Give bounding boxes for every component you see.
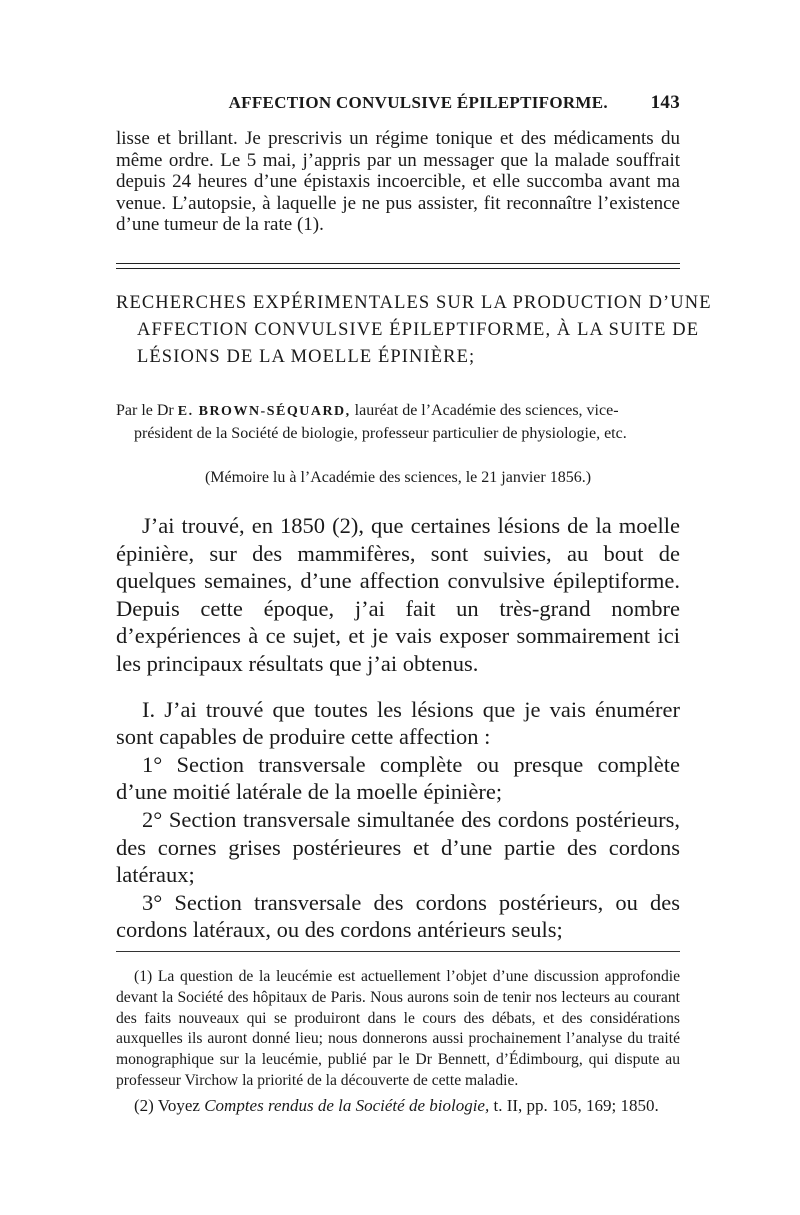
footnote-2: [116, 1096, 680, 1117]
byline-prefix: Par le Dr: [116, 402, 178, 419]
article-title-line-1: RECHERCHES EXPÉRIMENTALES SUR LA PRODUCTION D’UNE: [116, 293, 712, 313]
article-title-line-3: LÉSIONS DE LA MOELLE ÉPINIÈRE;: [137, 347, 476, 367]
running-head: [116, 92, 680, 114]
article-title: [116, 290, 712, 371]
section-divider-bottom: [116, 268, 680, 269]
memoire-note: (Mémoire lu à l’Académie des sciences, le 21 janvier 1856.): [204, 469, 592, 486]
list-item-3: 3° Section transversale des cordons postérieurs, ou des cordons latéraux, ou des cordons antérieurs seuls;: [116, 889, 680, 943]
author-byline: [116, 400, 680, 445]
list-item-1: 1° Section transversale complète ou presque complète d’une moitié latérale de la moelle épinière;: [116, 751, 680, 805]
list-item-2: 2° Section transversale simultanée des cordons postérieurs, des cornes grises postérieures et d’une partie des cordons latéraux;: [116, 806, 680, 888]
byline-line-1: [116, 400, 680, 423]
intro-paragraph: J’ai trouvé, en 1850 (2), que certaines lésions de la moelle épinière, sur des mammifères, sont suivies, au bout de quelques semaines, d’une affection convulsive épileptiforme. Depuis cette époque, j’ai fait un très-grand nombre d’expériences à ce sujet, et je vais exposer sommairement ici les principaux résultats que j’ai obtenus.: [116, 513, 680, 676]
footnote-2-reference-title: Comptes rendus de la Société de biologie,: [204, 1095, 490, 1115]
byline-line-2: président de la Société de biologie, professeur particulier de physiologie, etc.: [134, 425, 627, 442]
article-title-line-2: AFFECTION CONVULSIVE ÉPILEPTIFORME, À LA SUITE DE: [137, 320, 700, 340]
byline-affiliation: lauréat de l’Académie des sciences, vice-: [350, 402, 619, 419]
footnote-divider: [116, 951, 680, 952]
previous-article-paragraph: lisse et brillant. Je prescrivis un régime tonique et des médicaments du même ordre. Le 5 mai, j’appris par un messager que la malade souffrait depuis 24 heures d’une épistaxis incoercible, et elle succomba avant ma venue. L’autopsie, à laquelle je ne pus assister, fit reconnaître l’existence d’une tumeur de la rate (1).: [116, 128, 680, 235]
footnotes: [116, 967, 680, 1117]
footnote-2-prefix: (2) Voyez: [134, 1095, 205, 1115]
footnote-1: (1) La question de la leucémie est actuellement l’objet d’une discussion approfondie devant la Société des hôpitaux de Paris. Nous aurons soin de tenir nos lecteurs au courant des faits nouveaux qui se produiront dans le cours des débats, et des considérations auxquelles ils auront donné lieu; nous donnerons aussi prochainement l’analyse du traité monographique sur la leucémie, publié par le Dr Bennett, d’Édimbourg, qui dispute au professeur Virchow la priorité de la découverte de cette maladie.: [116, 968, 680, 1089]
section-1-paragraph: I. J’ai trouvé que toutes les lésions que je vais énumérer sont capables de produire cette affection :: [116, 696, 680, 750]
previous-article-ending: [116, 128, 680, 236]
page-number: 143: [650, 92, 680, 113]
running-head-title: AFFECTION CONVULSIVE ÉPILEPTIFORME.: [228, 93, 608, 112]
article-body: [116, 512, 680, 944]
section-divider-top: [116, 263, 680, 264]
footnote-2-citation: t. II, pp. 105, 169; 1850.: [489, 1095, 659, 1115]
author-name: E. BROWN-SÉQUARD,: [177, 404, 351, 419]
